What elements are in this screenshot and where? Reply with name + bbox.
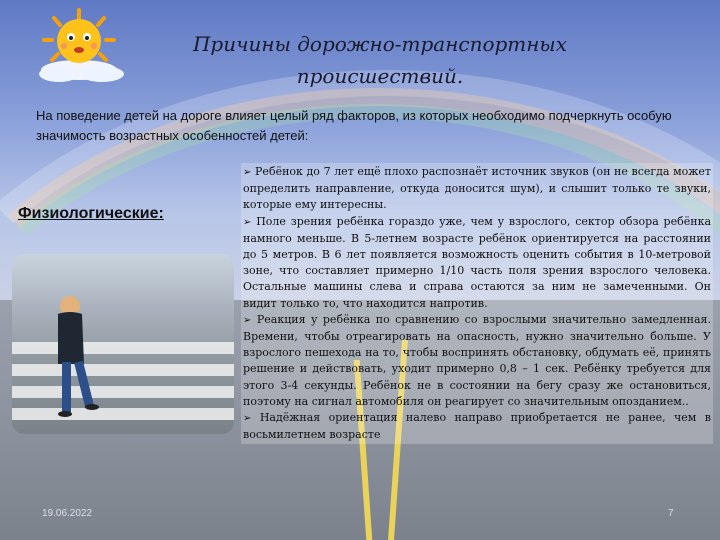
bullet-arrow-icon: ➢ <box>243 413 252 425</box>
page-number: 7 <box>668 508 674 519</box>
bullet-text: Надёжная ориентация налево направо приобретается не ранее, чем в восьмилетнем возрасте <box>243 411 711 442</box>
bullet-list <box>241 163 713 444</box>
intro-paragraph: На поведение детей на дороге влияет целый ряд факторов, из которых необходимо подчеркнуть особую значимость возрастных особенностей детей: <box>36 108 672 143</box>
footer-date: 19.06.2022 <box>42 508 93 519</box>
list-item <box>243 410 711 443</box>
child-figure <box>12 254 234 434</box>
sun-cartoon-icon <box>24 8 134 88</box>
list-item <box>243 214 711 312</box>
list-item <box>243 164 711 214</box>
bullet-arrow-icon: ➢ <box>243 216 252 228</box>
bullet-text: Ребёнок до 7 лет ещё плохо распознаёт источник звуков (он не всегда может определить направление, откуда доносится шум), и слышит только те звуки, которые ему интересны. <box>243 165 712 212</box>
child-crosswalk-photo <box>12 254 234 434</box>
bullet-arrow-icon: ➢ <box>243 314 252 326</box>
bullet-text: Поле зрения ребёнка гораздо уже, чем у взрослого, сектор обзора ребёнка намного меньше. В 5-летнем возрасте ребёнок ориентируется на расстоянии до 5 метров. В 6 лет появляется возможность оценить события в 10-метровой зоне, что составляет примерно 1/10 часть поля зрения взрослого человека. Остальные машины слева и справа остаются за ним не замеченными. Он видит только то, что находится напротив. <box>243 214 712 310</box>
bullet-text: Реакция у ребёнка по сравнению со взрослыми значительно замедленная. Времени, чтобы отреагировать на опасность, нужно значительно больше. У взрослого пешехода на то, чтобы воспринять обстановку, обдумать её, принять решение и действовать, уходит примерно 0,8 – 1 сек. Ребёнку требуется для этого 3-4 секунды. Ребёнок не в состоянии на бегу сразу же остановиться, поэтому на сигнал автомобиля он реагирует со значительным опозданием.. <box>243 312 711 408</box>
bullet-arrow-icon: ➢ <box>243 167 252 178</box>
list-item <box>243 312 711 410</box>
section-heading: Физиологические: <box>18 205 164 222</box>
slide-title: Причины дорожно-транспортных происшествий. <box>192 32 568 88</box>
